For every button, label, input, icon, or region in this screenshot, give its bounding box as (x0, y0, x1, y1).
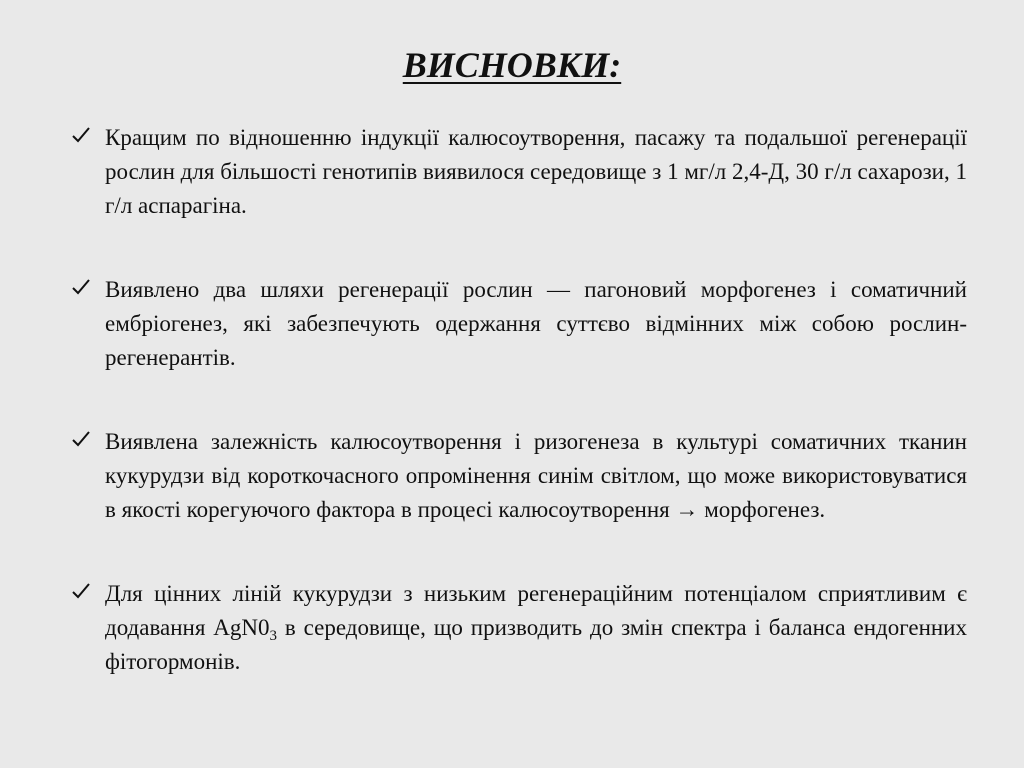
slide-title: ВИСНОВКИ: (402, 45, 622, 85)
checkmark-icon (71, 429, 91, 449)
list-item-text-part: в середовище, що призводить до змін спектра і баланса ендогенних фітогормонів. (105, 615, 967, 674)
list-item (68, 121, 967, 223)
checkmark-icon (71, 277, 91, 297)
list-item (68, 273, 967, 375)
list-item-text: Виявлено два шляхи регенерації рослин — пагоновий морфогенез і соматичний ембріогенез, які забезпечують одержання суттєво відмінних між собою рослин-регенерантів. (105, 277, 967, 370)
list-item-text-part: Для цінних ліній кукурудзи з низьким регенераційним потенціалом сприятливим є додавання AgN0 (105, 581, 967, 640)
checkmark-icon (71, 581, 91, 601)
list-item-text: Кращим по відношенню індукції калюсоутворення, пасажу та подальшої регенерації рослин для більшості генотипів виявилося середовище з 1 мг/л 2,4-Д, 30 г/л сахарози, 1 г/л аспарагіна. (105, 125, 967, 218)
checkmark-icon (71, 125, 91, 145)
chemical-subscript: 3 (269, 628, 278, 644)
list-item-text: Виявлена залежність калюсоутворення і ризогенеза в культурі соматичних тканин кукурудзи від короткочасного опромінення синім світлом, що може використовуватися в якості корегуючого фактора в процесі калюсоутворення → морфогенез. (105, 429, 967, 522)
list-item (68, 577, 967, 679)
list-item (68, 425, 967, 527)
conclusions-list (68, 121, 967, 679)
list-item-text (105, 577, 967, 679)
